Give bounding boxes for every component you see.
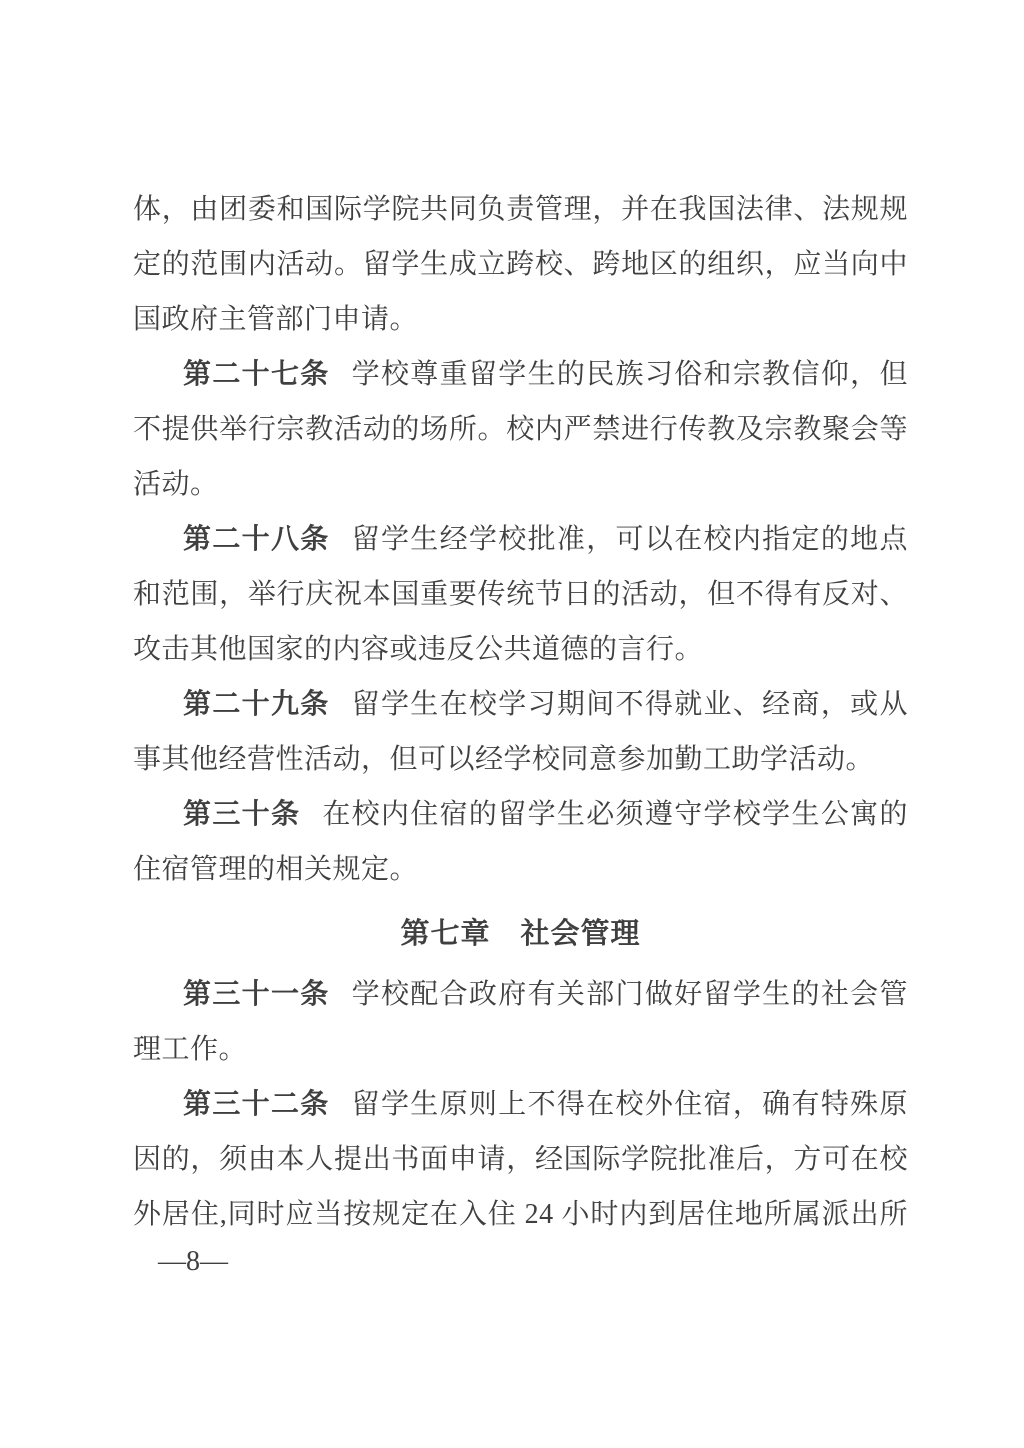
article-28-number: 第二十八条: [183, 524, 330, 555]
article-30-line-1: [133, 787, 908, 842]
article-29-text: 留学生在校学习期间不得就业、经商，或从: [351, 689, 908, 720]
article-31-line-2: 理工作。: [133, 1034, 248, 1065]
article-28-line-3: 攻击其他国家的内容或违反公共道德的言行。: [133, 634, 704, 665]
article-32-number: 第三十二条: [183, 1089, 330, 1120]
article-29-line-1: [133, 677, 908, 732]
article-32-line-3: 外居住,同时应当按规定在入住 24 小时内到居住地所属派出所: [133, 1199, 908, 1230]
page-number: —8—: [158, 1246, 228, 1277]
article-31-text: 学校配合政府有关部门做好留学生的社会管: [351, 979, 908, 1010]
article-32-line-1: [133, 1077, 908, 1132]
article-29-line-2: 事其他经营性活动，但可以经学校同意参加勤工助学活动。: [133, 744, 875, 775]
article-30-number: 第三十条: [183, 799, 301, 830]
paragraph-continuation-line-2: 定的范围内活动。留学生成立跨校、跨地区的组织，应当向中: [133, 249, 908, 280]
article-28-line-1: [133, 512, 908, 567]
article-27-text: 学校尊重留学生的民族习俗和宗教信仰，但: [351, 359, 908, 390]
article-27-line-2: 不提供举行宗教活动的场所。校内严禁进行传教及宗教聚会等: [133, 414, 908, 445]
article-32-text: 留学生原则上不得在校外住宿，确有特殊原: [351, 1089, 908, 1120]
article-27-number: 第二十七条: [183, 359, 330, 390]
article-30-line-2: 住宿管理的相关规定。: [133, 854, 419, 885]
article-28-text: 留学生经学校批准，可以在校内指定的地点: [351, 524, 908, 555]
chapter-7-heading: 第七章 社会管理: [400, 918, 641, 950]
document-body: [133, 182, 908, 1242]
article-28-line-2: 和范围，举行庆祝本国重要传统节日的活动，但不得有反对、: [133, 579, 908, 610]
article-31-line-1: [133, 967, 908, 1022]
article-29-number: 第二十九条: [183, 689, 330, 720]
article-30-text: 在校内住宿的留学生必须遵守学校学生公寓的: [322, 799, 908, 830]
article-27-line-3: 活动。: [133, 469, 219, 500]
article-31-number: 第三十一条: [183, 979, 330, 1010]
article-32-line-2: 因的，须由本人提出书面申请，经国际学院批准后，方可在校: [133, 1144, 908, 1175]
paragraph-continuation-line-3: 国政府主管部门申请。: [133, 304, 419, 335]
article-27-line-1: [133, 347, 908, 402]
paragraph-continuation-line-1: 体，由团委和国际学院共同负责管理，并在我国法律、法规规: [133, 194, 908, 225]
